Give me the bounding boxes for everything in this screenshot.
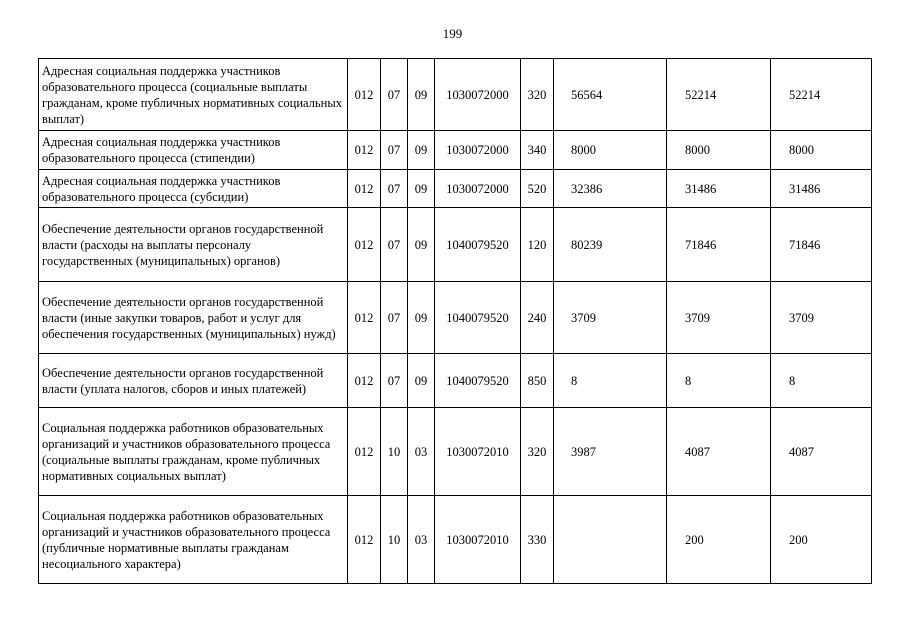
subsection-code: 03 (408, 408, 435, 496)
amount-year-1 (554, 496, 667, 584)
section-code: 07 (381, 59, 408, 131)
section-code: 10 (381, 408, 408, 496)
target-article-code: 1040079520 (435, 354, 521, 408)
amount-year-3: 8 (771, 354, 872, 408)
table-row (39, 496, 872, 584)
expense-name: Адресная социальная поддержка участников образовательного процесса (социальные выплаты гражданам, кроме публичных нормативных социальных выплат) (39, 59, 348, 131)
expense-name: Социальная поддержка работников образовательных организаций и участников образовательного процесса (публичные нормативные выплаты гражданам несоциального характера) (39, 496, 348, 584)
page-number: 199 (442, 26, 463, 41)
amount-year-3: 8000 (771, 131, 872, 170)
amount-year-3: 71846 (771, 208, 872, 282)
amount-year-2: 52214 (667, 59, 771, 131)
target-article-code: 1030072000 (435, 170, 521, 208)
amount-year-2: 3709 (667, 282, 771, 354)
expense-type-code: 240 (521, 282, 554, 354)
expense-name: Обеспечение деятельности органов государственной власти (уплата налогов, сборов и иных платежей) (39, 354, 348, 408)
expense-type-code: 340 (521, 131, 554, 170)
grbs-code: 012 (348, 131, 381, 170)
amount-year-3: 200 (771, 496, 872, 584)
amount-year-1: 8 (554, 354, 667, 408)
target-article-code: 1030072000 (435, 59, 521, 131)
amount-year-1: 3987 (554, 408, 667, 496)
budget-table (38, 58, 872, 584)
expense-type-code: 520 (521, 170, 554, 208)
table-row (39, 59, 872, 131)
subsection-code: 09 (408, 170, 435, 208)
table-row (39, 131, 872, 170)
grbs-code: 012 (348, 170, 381, 208)
section-code: 07 (381, 282, 408, 354)
grbs-code: 012 (348, 59, 381, 131)
section-code: 07 (381, 208, 408, 282)
target-article-code: 1030072000 (435, 131, 521, 170)
amount-year-2: 8 (667, 354, 771, 408)
table-row (39, 282, 872, 354)
expense-name: Социальная поддержка работников образовательных организаций и участников образовательного процесса (социальные выплаты гражданам, кроме публичных нормативных социальных выплат) (39, 408, 348, 496)
subsection-code: 09 (408, 131, 435, 170)
expense-type-code: 330 (521, 496, 554, 584)
amount-year-2: 31486 (667, 170, 771, 208)
amount-year-1: 3709 (554, 282, 667, 354)
subsection-code: 09 (408, 208, 435, 282)
subsection-code: 09 (408, 354, 435, 408)
expense-name: Адресная социальная поддержка участников образовательного процесса (стипендии) (39, 131, 348, 170)
amount-year-2: 4087 (667, 408, 771, 496)
target-article-code: 1030072010 (435, 496, 521, 584)
amount-year-2: 8000 (667, 131, 771, 170)
expense-type-code: 850 (521, 354, 554, 408)
table-row (39, 408, 872, 496)
grbs-code: 012 (348, 496, 381, 584)
amount-year-3: 3709 (771, 282, 872, 354)
amount-year-3: 4087 (771, 408, 872, 496)
expense-name: Адресная социальная поддержка участников образовательного процесса (субсидии) (39, 170, 348, 208)
grbs-code: 012 (348, 354, 381, 408)
expense-type-code: 120 (521, 208, 554, 282)
section-code: 07 (381, 354, 408, 408)
grbs-code: 012 (348, 408, 381, 496)
table-row (39, 208, 872, 282)
section-code: 07 (381, 170, 408, 208)
table-row (39, 170, 872, 208)
amount-year-3: 31486 (771, 170, 872, 208)
amount-year-2: 71846 (667, 208, 771, 282)
subsection-code: 09 (408, 282, 435, 354)
table-row (39, 354, 872, 408)
amount-year-3: 52214 (771, 59, 872, 131)
target-article-code: 1040079520 (435, 208, 521, 282)
target-article-code: 1040079520 (435, 282, 521, 354)
expense-type-code: 320 (521, 59, 554, 131)
expense-type-code: 320 (521, 408, 554, 496)
amount-year-1: 56564 (554, 59, 667, 131)
expense-name: Обеспечение деятельности органов государственной власти (иные закупки товаров, работ и услуг для обеспечения государственных (муниципальных) нужд) (39, 282, 348, 354)
section-code: 07 (381, 131, 408, 170)
subsection-code: 03 (408, 496, 435, 584)
subsection-code: 09 (408, 59, 435, 131)
table-body (39, 59, 872, 584)
amount-year-2: 200 (667, 496, 771, 584)
target-article-code: 1030072010 (435, 408, 521, 496)
grbs-code: 012 (348, 208, 381, 282)
grbs-code: 012 (348, 282, 381, 354)
section-code: 10 (381, 496, 408, 584)
amount-year-1: 32386 (554, 170, 667, 208)
expense-name: Обеспечение деятельности органов государственной власти (расходы на выплаты персоналу государственных (муниципальных) органов) (39, 208, 348, 282)
amount-year-1: 80239 (554, 208, 667, 282)
amount-year-1: 8000 (554, 131, 667, 170)
